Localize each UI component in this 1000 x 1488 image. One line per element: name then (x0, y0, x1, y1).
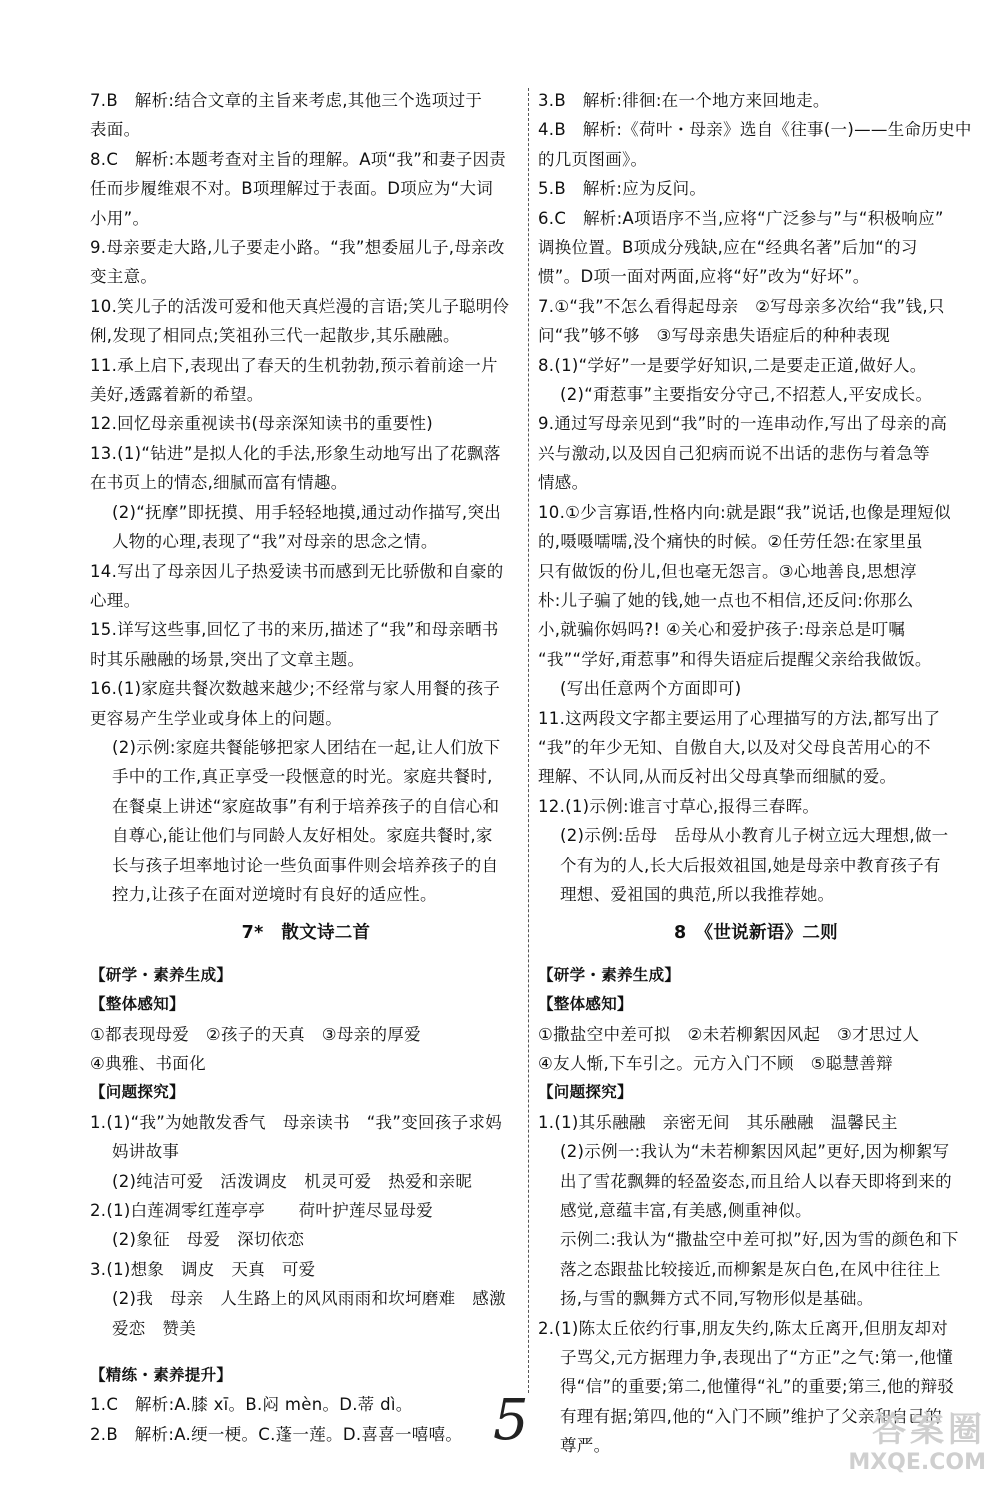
section-heading: 【研学・素养生成】 (90, 965, 233, 984)
perception-line: ④典雅、书面化 (90, 1054, 206, 1073)
answer-line: 11.承上启下,表现出了春天的生机勃勃,预示着前途一片 (90, 355, 498, 375)
answer-line: 10.笑儿子的活泼可爱和他天真烂漫的言语;笑儿子聪明伶 (90, 296, 510, 316)
answer-line: 在书页上的情态,细腻而富有情趣。 (90, 473, 348, 493)
answer-line: 的几页图画》。 (538, 149, 648, 169)
answer-line: 3.B 解析:徘徊:在一个地方来回地走。 (538, 91, 830, 110)
answer-line: 13.(1)“钻进”是拟人化的手法,形象生动地写出了花飘落 (90, 443, 501, 463)
explore-answers (90, 1108, 522, 1343)
explore-answers (538, 1108, 974, 1461)
watermark-text: 答案圈 (872, 1410, 986, 1450)
perception-line: ①撒盐空中差可拟 ②未若柳絮因风起 ③才思过人 (538, 1024, 920, 1044)
answer-line: 长与孩子坦率地讨论一些负面事件则会培养孩子的自 (112, 855, 499, 875)
lesson-7-title: 7* 散文诗二首 (241, 923, 371, 944)
answer-line: 美好,透露着新的希望。 (90, 385, 264, 405)
answer-line: 小用”。 (90, 208, 150, 228)
answer-line: 理解、不认同,从而反衬出父母真挚而细腻的爱。 (538, 767, 897, 787)
answer-line: 俐,发现了相同点;笑祖孙三代一起散步,其乐融融。 (90, 326, 460, 346)
answer-line: 扬,与雪的飘舞方式不同,写物形似是基础。 (560, 1289, 874, 1309)
subsection-heading: 【整体感知】 (538, 995, 633, 1014)
answer-line: 1.(1)其乐融融 亲密无间 其乐融融 温馨民主 (538, 1112, 898, 1132)
subsection-heading: 【问题探究】 (90, 1083, 185, 1102)
answer-line: 4.B 解析:《荷叶・母亲》选自《往事(一)——生命历史中 (538, 120, 972, 140)
page-number: 5 (493, 1388, 529, 1453)
answer-line: (2)纯洁可爱 活泼调皮 机灵可爱 热爱和亲昵 (112, 1171, 473, 1191)
right-column (538, 86, 974, 1461)
answer-line: 7.B 解析:结合文章的主旨来考虑,其他三个选项过于 (90, 91, 483, 110)
answer-line: 人物的心理,表现了“我”对母亲的思念之情。 (112, 532, 438, 552)
answer-line: 2.(1)白莲凋零红莲亭亭 荷叶护莲尽显母爱 (90, 1201, 434, 1221)
answer-line: 14.写出了母亲因儿子热爱读书而感到无比骄傲和自豪的 (90, 561, 504, 581)
answer-line: 12.回忆母亲重视读书(母亲深知读书的重要性) (90, 414, 434, 434)
answer-list-prev-lesson (90, 86, 522, 909)
answer-line: 感觉,意蕴丰富,有美感,侧重神似。 (560, 1201, 812, 1221)
answer-line: 表面。 (90, 120, 141, 140)
answer-line: 示例二:我认为“撒盐空中差可拟”好,因为雪的颜色和下 (560, 1230, 959, 1250)
answer-line: 16.(1)家庭共餐次数越来越少;不经常与家人用餐的孩子 (90, 679, 501, 699)
answer-list-lesson-7 (538, 86, 974, 909)
answer-line: (写出任意两个方面即可) (560, 679, 742, 699)
perception-line: ④友人惭,下车引之。元方入门不顾 ⑤聪慧善辩 (538, 1054, 893, 1073)
answer-line: 惯”。D项一面对两面,应将“好”改为“好坏”。 (538, 267, 870, 287)
answer-line: (2)我 母亲 人生路上的风风雨雨和坎坷磨难 感激 (112, 1289, 506, 1309)
answer-line: 任而步履维艰不对。B项理解过于表面。D项应为“大词 (90, 179, 494, 199)
answer-line: 尊严。 (560, 1436, 611, 1456)
section-heading: 【精练・素养提升】 (90, 1366, 233, 1385)
subsection-heading: 【整体感知】 (90, 995, 185, 1014)
answer-line: (2)示例一:我认为“未若柳絮因风起”更好,因为柳絮写 (560, 1142, 950, 1162)
perception-line: ①都表现母爱 ②孩子的天真 ③母亲的厚爱 (90, 1024, 421, 1044)
answer-line: 9.通过写母亲见到“我”时的一连串动作,写出了母亲的高 (538, 414, 948, 434)
answer-line: (2)“甭惹事”主要指安分守己,不招惹人,平安成长。 (560, 385, 933, 405)
answer-line: 15.详写这些事,回忆了书的来历,描述了“我”和母亲晒书 (90, 620, 499, 640)
subsection-heading: 【问题探究】 (538, 1083, 633, 1102)
answer-line: 1.(1)“我”为她散发香气 母亲读书 “我”变回孩子求妈 (90, 1112, 503, 1132)
answer-line: (2)“抚摩”即抚摸、用手轻轻地摸,通过动作描写,突出 (112, 502, 502, 522)
answer-line: 更容易产生学业或身体上的问题。 (90, 708, 342, 728)
answer-line: (2)示例:岳母 岳母从小教育儿子树立远大理想,做一 (560, 826, 949, 846)
answer-line: 调换位置。B项成分残缺,应在“经典名著”后加“的习 (538, 238, 918, 258)
answer-line: 10.①少言寡语,性格内向:就是跟“我”说话,也像是理短似 (538, 502, 951, 522)
answer-line: 理想、爱祖国的典范,所以我推荐她。 (560, 884, 835, 904)
answer-line: 妈讲故事 (112, 1142, 180, 1162)
answer-line: “我”的年少无知、自傲自大,以及对父母良苦用心的不 (538, 737, 931, 757)
answer-line: (2)示例:家庭共餐能够把家人团结在一起,让人们放下 (112, 737, 501, 757)
watermark-url: MXQE.COM (848, 1450, 986, 1475)
answer-line: 爱恋 赞美 (112, 1318, 196, 1338)
answer-line: 个有为的人,长大后报效祖国,她是母亲中教育孩子有 (560, 855, 941, 875)
answer-line: 5.B 解析:应为反问。 (538, 179, 707, 199)
answer-line: 7.①“我”不怎么看得起母亲 ②写母亲多次给“我”钱,只 (538, 296, 945, 316)
answer-line: “我”“学好,甭惹事”和得失语症后提醒父亲给我做饭。 (538, 649, 932, 669)
left-column (90, 86, 522, 1449)
answer-line: 9.母亲要走大路,儿子要走小路。“我”想委屈儿子,母亲改 (90, 238, 505, 258)
answer-line: 2.(1)陈太丘依约行事,朋友失约,陈太丘离开,但朋友却对 (538, 1318, 949, 1338)
answer-line: 变主意。 (90, 267, 158, 287)
answer-line: (2)象征 母爱 深切依恋 (112, 1230, 305, 1250)
answer-line: 时其乐融融的场景,突出了文章主题。 (90, 649, 365, 669)
watermark-logo (818, 1410, 986, 1482)
answer-line: 3.(1)想象 调皮 天真 可爱 (90, 1259, 316, 1279)
answer-line: 在餐桌上讲述“家庭故事”有利于培养孩子的自信心和 (112, 796, 500, 816)
answer-line: 子骂父,元方据理力争,表现出了“方正”之气:第一,他懂 (560, 1348, 953, 1368)
answer-line: 心理。 (90, 590, 141, 610)
practice-line: 2.B 解析:A.绠一梗。C.蓬一莲。D.喜喜一嘻嘻。 (90, 1424, 463, 1444)
answer-line: 小,就骗你妈吗?! ④关心和爱护孩子:母亲总是叮嘱 (538, 620, 906, 640)
answer-line: 问“我”够不够 ③写母亲患失语症后的种种表现 (538, 326, 890, 346)
answer-line: 出了雪花飘舞的轻盈姿态,而且给人以春天即将到来的 (560, 1171, 952, 1191)
section-heading: 【研学・素养生成】 (538, 965, 681, 984)
answer-line: 自尊心,能让他们与同龄人友好相处。家庭共餐时,家 (112, 826, 493, 846)
answer-line: 的,嗫嗫嚅嚅,没个痛快的时候。②任劳任怨:在家里虽 (538, 532, 923, 552)
answer-line: 朴:儿子骗了她的钱,她一点也不相信,还反问:你那么 (538, 590, 914, 610)
practice-line: 1.C 解析:A.膝 xī。B.闷 mèn。D.蒂 dì。 (90, 1395, 413, 1415)
answer-line: 11.这两段文字都主要运用了心理描写的方法,都写出了 (538, 708, 941, 728)
answer-line: 8.C 解析:本题考查对主旨的理解。A项“我”和妻子因责 (90, 149, 507, 169)
answer-line: 兴与激动,以及因自己犯病而说不出话的悲伤与着急等 (538, 443, 930, 463)
answer-line: 手中的工作,真正享受一段惬意的时光。家庭共餐时, (112, 767, 493, 787)
answer-line: 8.(1)“学好”一是要学好知识,二是要走正道,做好人。 (538, 355, 927, 375)
column-divider (528, 88, 529, 1393)
answer-line: 只有做饭的份儿,但也毫无怨言。③心地善良,思想淳 (538, 561, 917, 581)
answer-line: 控力,让孩子在面对逆境时有良好的适应性。 (112, 884, 437, 904)
answer-line: 6.C 解析:A项语序不当,应将“广泛参与”与“积极响应” (538, 208, 944, 228)
answer-line: 情感。 (538, 473, 589, 493)
answer-line: 12.(1)示例:谁言寸草心,报得三春晖。 (538, 796, 820, 816)
answer-line: 有理有据;第四,他的“入门不顾”维护了父亲和自己的 (560, 1406, 942, 1426)
answer-line: 落之态跟盐比较接近,而柳絮是灰白色,在风中往往上 (560, 1259, 941, 1279)
answer-line: 得“信”的重要;第二,他懂得“礼”的重要;第三,他的辩驳 (560, 1377, 955, 1397)
lesson-8-title: 8 《世说新语》二则 (674, 923, 838, 944)
